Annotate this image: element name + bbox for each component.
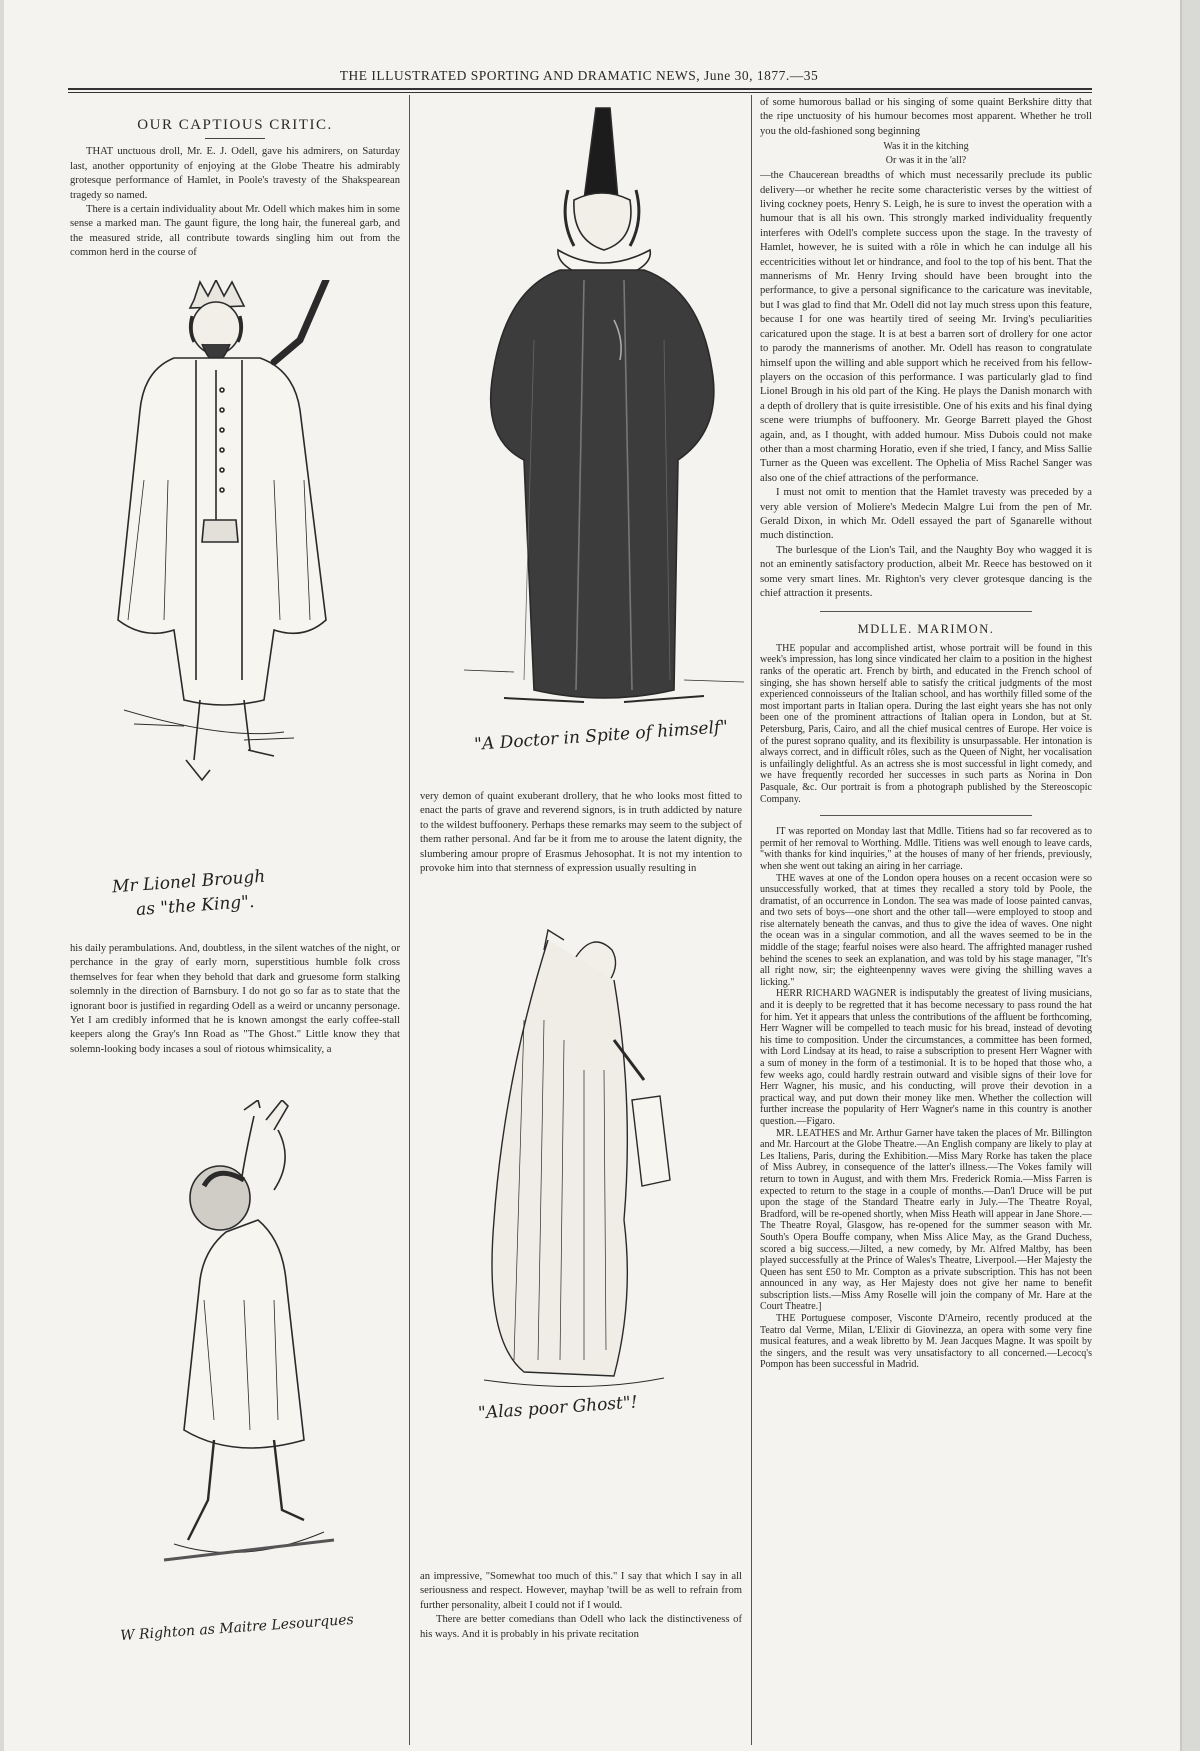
article-paragraph: his daily perambulations. And, doubtless, in the silent watches of the night, or perchance in the gray of early morn, superstitious humble folk cross themselves for fear when they behold that dark and gruesome form stalking solemnly in the direction of Barnsbury. I do not go so far as to state that the ignorant boor is justified in regarding Odell as a weird or uncanny personage. Yet I am credibly informed that he is known amongst the early coffee-stall keepers along the Gray's Inn Road as "The Ghost." Little know they that solemn-looking body incases a soul of riotous whimsicality, a bbox=[70, 943, 400, 1055]
article-paragraph: THAT unctuous droll, Mr. E. J. Odell, gave his admirers, on Saturday last, another opportunity of enjoying at the Globe Theatre his admirably grotesque performance of Hamlet, in Poole's travesty of the Shakspearean tragedy so named. bbox=[70, 146, 400, 201]
article-paragraph: very demon of quaint exuberant drollery, that he who looks most fitted to enact the parts of grave and reverend signors, is in truth addicted by nature to the wildest buffoonery. Perhaps these remarks may seem to the subject of them rather personal. And far be it from me to arouse the latent dignity, the slumbering amour propre of Erasmus Jehosophat. It is not my intention to provoke him into that sternness of expression usually resulting in bbox=[420, 791, 742, 875]
column-1-top bbox=[70, 112, 400, 261]
column-1-bottom bbox=[70, 942, 400, 1057]
column-divider-2 bbox=[751, 95, 752, 1745]
doctor-illustration bbox=[464, 100, 744, 710]
article-paragraph: —the Chaucerean breadths of which must necessarily preclude its public delivery—or whether he recite some characteristic verses by the wittiest of living cockney poets, Henry S. Leigh, he is sure to invest the operation with a humour that is all his own. This strongly marked individuality frequently interferes with Odell's complete success upon the stage. In the travesty of Hamlet, however, he is suited with a rôle in which he can indulge all his eccentricities without let or hindrance, and fool to the top of his bent. That the mannerisms of Mr. Henry Irving should have been brought into the performance, to give a personal significance to the caricature was inevitable, but I was glad to find that Mr. Odell did not lay much stress upon this feature, because I for one was heartily tired of seeing Mr. Irving's peculiarities caricatured upon the stage. It is at best a barren sort of drollery for one actor to parody the mannerisms of another. Mr. Odell has reason to congratulate himself upon the willing and able support which he received from his fellow-players on the occasion of this performance. I was particularly glad to find Lionel Brough in his old part of the King. He plays the Danish monarch with a depth of drollery that is quite irresistible. One of his exits and his final dying scene were triumphs of buffoonery. Mr. George Barrett played the Ghost again, and, as I thought, with added humour. Miss Dubois could not make other than a most charming Horatio, even if she tried, I fancy, and Miss Sallie Turner as the Queen was excellent. The Ophelia of Miss Rachel Sanger was also one of the chief attractions of the performance. bbox=[760, 170, 1092, 484]
article-paragraph: THE waves at one of the London opera houses on a recent occasion were so unsuccessfully worked, that at times they recalled a story told by Poole, the dramatist, of an occurrence in London. The sea was made of loose painted canvas, and two sets of boys—one short and the other tall—were employed to stoop and rise alternately beneath the canvas, and thus to give the idea of waves. One night the ocean was in a singular commotion, and all the waves seemed to be in the middle of the stage; fearful noises were also heard. The affrighted manager rushed behind the scenes to seek an explanation, and was told by his stage manager, "It's all right now, sir; the eighteenpenny waves were giving the shilling waves a licking." bbox=[760, 872, 1092, 988]
article-paragraph: THE Portuguese composer, Visconte D'Arneiro, recently produced at the Teatro dal Verme, Milan, L'Elixir di Giovinezza, an opera with some very fine musical features, and a weak libretto by M. Jean Jacques Magne. It was spoilt by the singers, and the result was very unsatisfactory to all concerned.—Lecocq's Pompon has been successful in Madrid. bbox=[760, 1313, 1092, 1371]
section-rule bbox=[820, 815, 1032, 816]
section-rule bbox=[820, 611, 1032, 612]
article-paragraph: THE popular and accomplished artist, whose portrait will be found in this week's impression, has long since vindicated her claim to a position in the highest ranks of the operatic art. French by birth, and educated in the French school of singing, she has shown herself able to satisfy the critical judgments of the most experienced connoisseurs of the Italian school, and has worthily filled some of the most important parts in Italian opera. During the last eight years she has not only been one of the prominent attractions of Italian opera in London, but at St. Petersburg, Paris, Cairo, and all the chief musical centres of Europe. Her voice is of the purest soprano quality, and its flexibility is unsurpassable. Her intonation is always correct, and in difficult rôles, such as the Queen of Night, her vocalisation is unfailingly delightful. As an actress she is most successful in light comedy, and we have frequently recorded her successes in such parts as Norina in Don Pasquale, &c. Our portrait is from a photograph published by the Stereoscopic Company. bbox=[760, 642, 1092, 805]
article-paragraph: of some humorous ballad or his singing of some quaint Berkshire ditty that the ripe unctuosity of his humour becomes most apparent. Whether he troll you the old-fashioned song beginning bbox=[760, 97, 1092, 137]
masthead: THE ILLUSTRATED SPORTING AND DRAMATIC NEWS, June 30, 1877.—35 bbox=[339, 68, 819, 83]
righton-caption: W Righton as Maitre Lesourques bbox=[119, 1611, 355, 1645]
article-paragraph: There is a certain individuality about Mr. Odell which makes him in some sense a marked man. The gaunt figure, the long hair, the funereal garb, and the measured stride, all contribute towards singling him out from the common herd in the course of bbox=[70, 204, 400, 259]
article-paragraph: an impressive, "Somewhat too much of this." I say that which I say in all seriousness and respect. However, mayhap 'twill be as well to refrain from further personality, albeit I could not if I would. bbox=[420, 1571, 742, 1611]
righton-illustration bbox=[154, 1100, 364, 1580]
ghost-caption: "Alas poor Ghost"! bbox=[477, 1392, 639, 1424]
doctor-caption: "A Doctor in Spite of himself" bbox=[473, 717, 729, 755]
article-paragraph: I must not omit to mention that the Hamlet travesty was preceded by a very able version of Moliere's Medecin Malgre Lui from the pen of Mr. Gerald Dixon, in which Mr. Odell essayed the part of Sganarelle without much distinction. bbox=[760, 487, 1092, 542]
verse-line: Was it in the kitching bbox=[883, 141, 969, 153]
masthead-rule-thin bbox=[68, 92, 1092, 93]
ghost-illustration bbox=[464, 920, 714, 1390]
column-2-middle bbox=[420, 790, 742, 876]
article-paragraph: HERR RICHARD WAGNER is indisputably the greatest of living musicians, and it is deeply to be regretted that it has become necessary to pass round the hat for him. Yet it appears that unless the contributions of the affluent be forthcoming, Herr Wagner will be compelled to teach music for his bread, instead of devoting his time to composition. Under the circumstances, a committee has been formed, with Lord Lindsay at its head, to raise a subscription to present Herr Wagner with a sum of money in the form of a testimonial. It is to be hoped that those who, a few weeks ago, could hardly restrain outward and visible signs of their love for Herr Wagner, his music, and his conducting, will prove their devotion in a practical way, and put down their money like men. Whether the collection will further increase the popularity of Herr Wagner's name in this country is another question.—Figaro. bbox=[760, 988, 1092, 1127]
column-3 bbox=[760, 96, 1092, 1371]
king-caption-line1: Mr Lionel Brough bbox=[111, 866, 266, 898]
article-paragraph: MR. LEATHES and Mr. Arthur Garner have taken the places of Mr. Billington and Mr. Harcourt at the Globe Theatre.—An English company are likely to play at Les Italiens, Paris, during the Exhibition.—Miss Mary Rorke has taken the place of Miss Aubrey, in consequence of the latter's illness.—The Vokes family will return to town in August, and with them Mrs. Frederick Romia.—Miss Farren is expected to return to the stage in a couple of months.—Dan'l Druce will be put upon the stage of the Standard Theatre early in July.—The Theatre Royal, Bradford, will be re-opened shortly, when Miss Heath will appear in Jane Shore.—The Theatre Royal, Glasgow, has re-opened for the summer season with Mr. South's Opera Bouffe company, when Miss Alice May, as the Grand Duchess, scored a big success.—Jilted, a new comedy, by Mr. Alfred Maltby, has been played successfully at the Prince of Wales's Theatre, Liverpool.—Her Majesty the Queen has sent £50 to Mr. Compton as a private subscription. This has not been announced in any way, as Her Majesty does not give her name to benefit subscription lists.—Miss Amy Roselle will join the company of Mr. Hare at the Court Theatre.] bbox=[760, 1127, 1092, 1313]
marimon-section bbox=[760, 643, 1092, 805]
article-paragraph: IT was reported on Monday last that Mdlle. Titiens had so far recovered as to permit of her removal to Worthing. Mdlle. Titiens was well enough to leave cards, "with thanks for kind inquiries," at the houses of many of her friends, previously, when she went out taking an airing in her carriage. bbox=[760, 826, 1092, 872]
article-headline: OUR CAPTIOUS CRITIC. bbox=[137, 117, 333, 133]
column-divider-1 bbox=[409, 95, 410, 1745]
verse-line: Or was it in the 'all? bbox=[885, 155, 967, 167]
king-caption-line2: as "the King". bbox=[135, 891, 256, 921]
column-2-bottom bbox=[420, 1570, 742, 1642]
king-illustration bbox=[104, 280, 354, 840]
article-paragraph: There are better comedians than Odell who lack the distinctiveness of his ways. And it is probably in his private recitation bbox=[420, 1614, 742, 1640]
notes-section bbox=[760, 826, 1092, 1371]
article-paragraph: The burlesque of the Lion's Tail, and the Naughty Boy who wagged it is not an eminently satisfactory production, albeit Mr. Reece has bestowed on it some very smart lines. Mr. Righton's very clever grotesque dancing is the chief attraction it presents. bbox=[760, 544, 1092, 599]
article-headline: MDLLE. MARIMON. bbox=[857, 622, 995, 637]
newspaper-page bbox=[4, 0, 1182, 1751]
masthead-rule bbox=[68, 88, 1092, 90]
headline-rule bbox=[205, 138, 265, 139]
